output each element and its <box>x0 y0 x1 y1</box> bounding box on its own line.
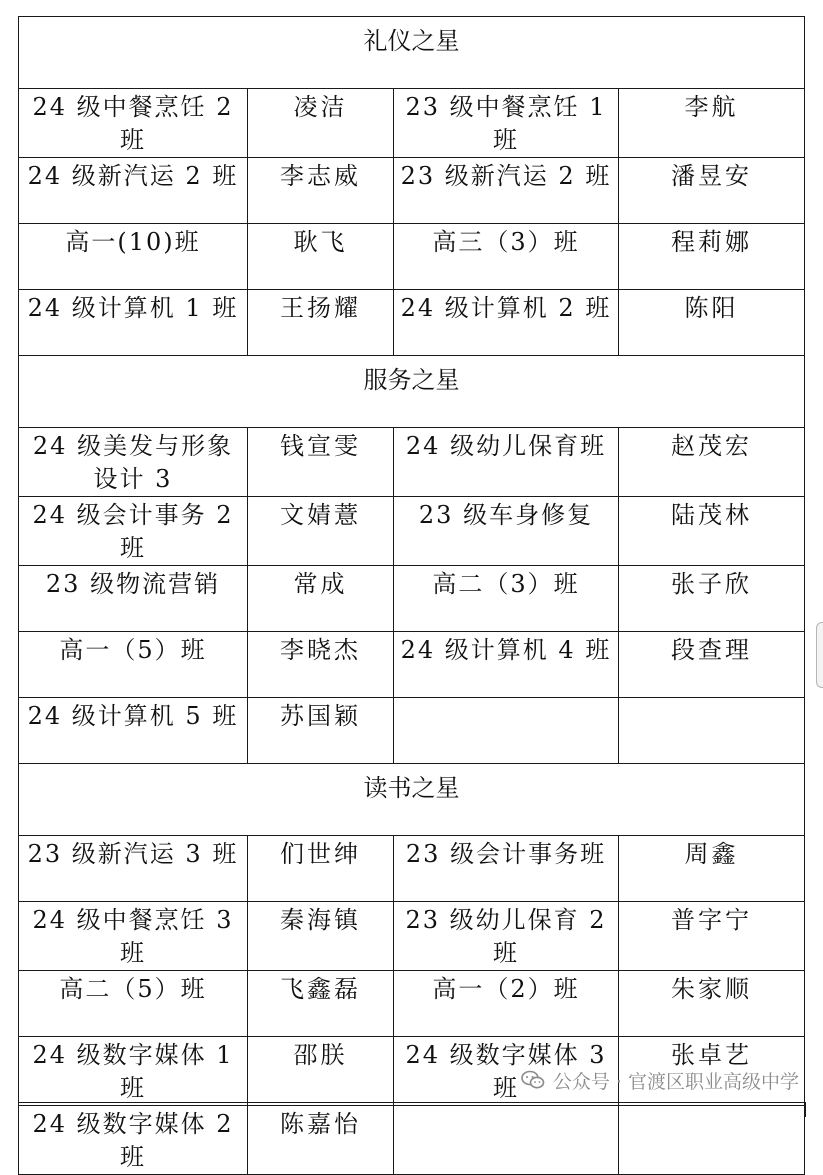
student-name-cell: 张子欣 <box>619 566 805 632</box>
table-row <box>19 224 805 290</box>
class-cell: 24 级计算机 2 班 <box>394 290 619 356</box>
class-cell: 24 级幼儿保育班 <box>394 428 619 497</box>
watermark-text: 公众号 · 官渡区职业高级中学 <box>552 1070 799 1093</box>
class-cell: 23 级物流营销 <box>19 566 248 632</box>
class-cell: 23 级新汽运 2 班 <box>394 158 619 224</box>
student-name-cell: 钱宣雯 <box>248 428 394 497</box>
student-name-cell: 潘昱安 <box>619 158 805 224</box>
side-scroll-tab[interactable] <box>816 622 823 688</box>
table-row <box>19 158 805 224</box>
class-cell: 24 级中餐烹饪 3 班 <box>19 902 248 971</box>
student-name-cell: 常成 <box>248 566 394 632</box>
class-cell: 23 级中餐烹饪 1 班 <box>394 89 619 158</box>
table-row <box>19 428 805 497</box>
class-cell: 高一(10)班 <box>19 224 248 290</box>
table-row <box>19 971 805 1037</box>
student-name-cell: 凌洁 <box>248 89 394 158</box>
student-name-cell: 秦海镇 <box>248 902 394 971</box>
class-cell: 高一（5）班 <box>19 632 248 698</box>
table-row <box>19 290 805 356</box>
section-title: 服务之星 <box>19 356 805 428</box>
class-cell: 24 级美发与形象设计 3 <box>19 428 248 497</box>
table-row <box>19 698 805 764</box>
student-name-cell: 们世绅 <box>248 836 394 902</box>
student-name-cell: 张卓艺 <box>619 1037 805 1106</box>
table-row <box>19 902 805 971</box>
student-name-cell: 朱家顺 <box>619 971 805 1037</box>
class-cell: 24 级数字媒体 2 班 <box>19 1106 248 1175</box>
student-name-cell: 程莉娜 <box>619 224 805 290</box>
class-cell: 23 级会计事务班 <box>394 836 619 902</box>
table-row <box>19 566 805 632</box>
student-name-cell: 李晓杰 <box>248 632 394 698</box>
student-name-cell: 周鑫 <box>619 836 805 902</box>
class-cell <box>394 698 619 764</box>
section-header-row <box>19 356 805 428</box>
class-cell: 24 级计算机 1 班 <box>19 290 248 356</box>
class-cell: 23 级新汽运 3 班 <box>19 836 248 902</box>
wechat-icon <box>521 1070 545 1090</box>
student-name-cell: 飞鑫磊 <box>248 971 394 1037</box>
section-title: 礼仪之星 <box>19 17 805 89</box>
student-name-cell: 王扬耀 <box>248 290 394 356</box>
class-cell: 23 级车身修复 <box>394 497 619 566</box>
class-cell: 高二（5）班 <box>19 971 248 1037</box>
class-cell: 24 级中餐烹饪 2 班 <box>19 89 248 158</box>
class-cell: 24 级会计事务 2 班 <box>19 497 248 566</box>
student-name-cell <box>619 698 805 764</box>
student-name-cell: 李志威 <box>248 158 394 224</box>
student-name-cell: 李航 <box>619 89 805 158</box>
student-name-cell: 文婧薏 <box>248 497 394 566</box>
table-body <box>19 17 805 1175</box>
section-header-row <box>19 17 805 89</box>
student-name-cell: 普字宁 <box>619 902 805 971</box>
table-row <box>19 497 805 566</box>
watermark <box>521 1066 799 1094</box>
section-header-row <box>19 764 805 836</box>
class-cell: 高三（3）班 <box>394 224 619 290</box>
class-cell: 24 级数字媒体 3 班 <box>394 1037 619 1106</box>
student-name-cell: 邵朕 <box>248 1037 394 1106</box>
section-title: 读书之星 <box>19 764 805 836</box>
student-name-cell: 赵茂宏 <box>619 428 805 497</box>
table-row <box>19 836 805 902</box>
table-row <box>19 89 805 158</box>
awards-table <box>18 16 805 1175</box>
student-name-cell: 陆茂林 <box>619 497 805 566</box>
table-row <box>19 632 805 698</box>
student-name-cell: 苏国颖 <box>248 698 394 764</box>
class-cell: 24 级计算机 4 班 <box>394 632 619 698</box>
student-name-cell: 段查理 <box>619 632 805 698</box>
class-cell: 24 级计算机 5 班 <box>19 698 248 764</box>
class-cell: 23 级幼儿保育 2 班 <box>394 902 619 971</box>
student-name-cell: 耿飞 <box>248 224 394 290</box>
student-name-cell: 陈嘉怡 <box>248 1106 394 1175</box>
student-name-cell: 陈阳 <box>619 290 805 356</box>
class-cell: 高二（3）班 <box>394 566 619 632</box>
class-cell: 24 级数字媒体 1 班 <box>19 1037 248 1106</box>
class-cell: 24 级新汽运 2 班 <box>19 158 248 224</box>
class-cell: 高一（2）班 <box>394 971 619 1037</box>
